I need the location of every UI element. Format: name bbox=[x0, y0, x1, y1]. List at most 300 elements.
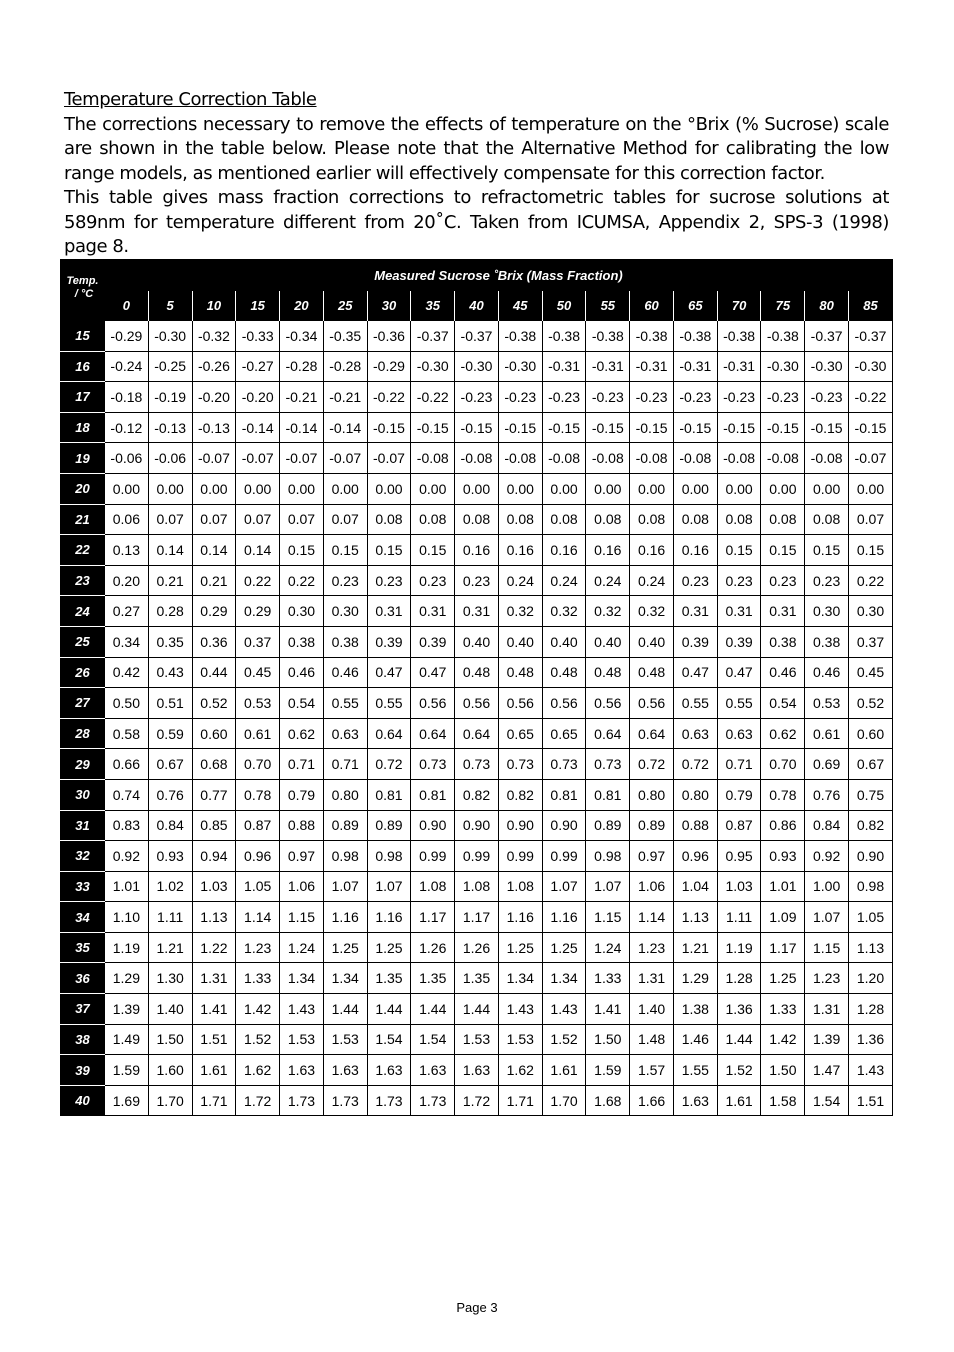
correction-value-cell: 1.16 bbox=[323, 902, 367, 933]
correction-value-cell: -0.08 bbox=[673, 443, 717, 474]
correction-value-cell: 1.44 bbox=[455, 994, 499, 1025]
correction-value-cell: -0.13 bbox=[192, 412, 236, 443]
correction-value-cell: 1.63 bbox=[673, 1085, 717, 1116]
correction-value-cell: -0.31 bbox=[542, 351, 586, 382]
correction-value-cell: 1.66 bbox=[630, 1085, 674, 1116]
correction-value-cell: 0.14 bbox=[148, 535, 192, 566]
correction-value-cell: 1.14 bbox=[630, 902, 674, 933]
row-temperature: 21 bbox=[61, 504, 105, 535]
correction-value-cell: 0.32 bbox=[586, 596, 630, 627]
correction-value-cell: 1.22 bbox=[192, 932, 236, 963]
correction-value-cell: 0.29 bbox=[236, 596, 280, 627]
page-number: Page 3 bbox=[456, 1300, 498, 1315]
table-row bbox=[61, 1055, 893, 1086]
correction-value-cell: 1.50 bbox=[586, 1024, 630, 1055]
brix-column-header: 75 bbox=[761, 291, 805, 321]
correction-value-cell: 1.13 bbox=[849, 932, 893, 963]
correction-value-cell: 1.23 bbox=[805, 963, 849, 994]
correction-value-cell: 1.43 bbox=[542, 994, 586, 1025]
correction-value-cell: 0.07 bbox=[192, 504, 236, 535]
correction-value-cell: 0.24 bbox=[542, 565, 586, 596]
correction-value-cell: 1.31 bbox=[805, 994, 849, 1025]
correction-value-cell: 0.96 bbox=[236, 841, 280, 872]
correction-value-cell: 0.15 bbox=[323, 535, 367, 566]
brix-column-header: 0 bbox=[105, 291, 149, 321]
correction-value-cell: 0.23 bbox=[805, 565, 849, 596]
row-temperature: 15 bbox=[61, 321, 105, 352]
correction-value-cell: 1.24 bbox=[586, 932, 630, 963]
correction-value-cell: 1.14 bbox=[236, 902, 280, 933]
correction-value-cell: 0.97 bbox=[280, 841, 324, 872]
correction-value-cell: 0.74 bbox=[105, 779, 149, 810]
correction-value-cell: 0.15 bbox=[280, 535, 324, 566]
correction-value-cell: 0.00 bbox=[542, 473, 586, 504]
correction-value-cell: 0.90 bbox=[498, 810, 542, 841]
correction-value-cell: 0.00 bbox=[717, 473, 761, 504]
correction-value-cell: 1.19 bbox=[717, 932, 761, 963]
correction-value-cell: 1.11 bbox=[148, 902, 192, 933]
correction-value-cell: 1.17 bbox=[761, 932, 805, 963]
correction-value-cell: 1.62 bbox=[236, 1055, 280, 1086]
correction-value-cell: -0.30 bbox=[849, 351, 893, 382]
correction-value-cell: 0.00 bbox=[498, 473, 542, 504]
correction-value-cell: 1.70 bbox=[542, 1085, 586, 1116]
correction-value-cell: 0.63 bbox=[323, 718, 367, 749]
correction-value-cell: -0.23 bbox=[586, 382, 630, 413]
correction-value-cell: 1.34 bbox=[498, 963, 542, 994]
correction-value-cell: -0.15 bbox=[542, 412, 586, 443]
correction-value-cell: 0.88 bbox=[280, 810, 324, 841]
correction-value-cell: 1.54 bbox=[805, 1085, 849, 1116]
correction-value-cell: 1.08 bbox=[498, 871, 542, 902]
table-row bbox=[61, 841, 893, 872]
correction-value-cell: 0.14 bbox=[192, 535, 236, 566]
correction-value-cell: 1.33 bbox=[586, 963, 630, 994]
correction-value-cell: 0.08 bbox=[455, 504, 499, 535]
correction-value-cell: 0.64 bbox=[586, 718, 630, 749]
correction-value-cell: 0.84 bbox=[805, 810, 849, 841]
correction-value-cell: 0.40 bbox=[542, 626, 586, 657]
correction-value-cell: 0.90 bbox=[411, 810, 455, 841]
correction-value-cell: 1.34 bbox=[323, 963, 367, 994]
correction-value-cell: 1.15 bbox=[586, 902, 630, 933]
row-temperature: 25 bbox=[61, 626, 105, 657]
correction-value-cell: 0.56 bbox=[586, 688, 630, 719]
correction-value-cell: 1.26 bbox=[455, 932, 499, 963]
table-row bbox=[61, 718, 893, 749]
correction-value-cell: 0.54 bbox=[761, 688, 805, 719]
table-row bbox=[61, 443, 893, 474]
correction-value-cell: 0.48 bbox=[455, 657, 499, 688]
correction-value-cell: 0.00 bbox=[630, 473, 674, 504]
correction-value-cell: 1.05 bbox=[236, 871, 280, 902]
correction-value-cell: 0.44 bbox=[192, 657, 236, 688]
correction-value-cell: 0.39 bbox=[717, 626, 761, 657]
correction-value-cell: 1.36 bbox=[849, 1024, 893, 1055]
table-row bbox=[61, 779, 893, 810]
correction-value-cell: 1.15 bbox=[805, 932, 849, 963]
table-row bbox=[61, 1085, 893, 1116]
correction-value-cell: 0.53 bbox=[236, 688, 280, 719]
correction-value-cell: 1.25 bbox=[498, 932, 542, 963]
correction-value-cell: 1.73 bbox=[323, 1085, 367, 1116]
correction-value-cell: -0.22 bbox=[411, 382, 455, 413]
correction-value-cell: 0.07 bbox=[323, 504, 367, 535]
row-temperature: 22 bbox=[61, 535, 105, 566]
correction-value-cell: 1.53 bbox=[498, 1024, 542, 1055]
correction-value-cell: 0.53 bbox=[805, 688, 849, 719]
correction-value-cell: -0.36 bbox=[367, 321, 411, 352]
correction-value-cell: 0.31 bbox=[717, 596, 761, 627]
correction-value-cell: -0.15 bbox=[849, 412, 893, 443]
brix-column-header: 20 bbox=[280, 291, 324, 321]
correction-value-cell: 0.66 bbox=[105, 749, 149, 780]
correction-value-cell: 0.08 bbox=[367, 504, 411, 535]
correction-value-cell: 0.72 bbox=[673, 749, 717, 780]
correction-value-cell: -0.38 bbox=[586, 321, 630, 352]
correction-value-cell: -0.30 bbox=[455, 351, 499, 382]
table-row bbox=[61, 932, 893, 963]
correction-value-cell: 0.98 bbox=[323, 841, 367, 872]
correction-value-cell: 1.61 bbox=[192, 1055, 236, 1086]
correction-value-cell: 1.43 bbox=[849, 1055, 893, 1086]
correction-value-cell: 1.59 bbox=[105, 1055, 149, 1086]
correction-value-cell: 1.53 bbox=[455, 1024, 499, 1055]
correction-value-cell: 0.89 bbox=[323, 810, 367, 841]
correction-value-cell: -0.07 bbox=[367, 443, 411, 474]
correction-value-cell: 1.71 bbox=[498, 1085, 542, 1116]
correction-value-cell: -0.29 bbox=[105, 321, 149, 352]
correction-value-cell: -0.15 bbox=[673, 412, 717, 443]
correction-value-cell: -0.37 bbox=[411, 321, 455, 352]
correction-value-cell: 0.96 bbox=[673, 841, 717, 872]
correction-value-cell: 1.59 bbox=[586, 1055, 630, 1086]
correction-value-cell: 0.99 bbox=[542, 841, 586, 872]
correction-value-cell: 1.63 bbox=[323, 1055, 367, 1086]
row-temperature: 17 bbox=[61, 382, 105, 413]
correction-value-cell: 0.60 bbox=[849, 718, 893, 749]
correction-value-cell: -0.37 bbox=[849, 321, 893, 352]
correction-value-cell: 0.67 bbox=[148, 749, 192, 780]
row-temperature: 40 bbox=[61, 1085, 105, 1116]
correction-value-cell: 0.72 bbox=[630, 749, 674, 780]
correction-value-cell: -0.07 bbox=[236, 443, 280, 474]
correction-value-cell: 0.46 bbox=[761, 657, 805, 688]
correction-value-cell: 0.08 bbox=[630, 504, 674, 535]
correction-value-cell: 0.56 bbox=[498, 688, 542, 719]
correction-value-cell: 0.38 bbox=[323, 626, 367, 657]
correction-value-cell: 0.78 bbox=[761, 779, 805, 810]
correction-value-cell: 1.46 bbox=[673, 1024, 717, 1055]
correction-value-cell: 1.50 bbox=[148, 1024, 192, 1055]
correction-value-cell: 0.55 bbox=[367, 688, 411, 719]
table-row bbox=[61, 1024, 893, 1055]
correction-value-cell: 0.79 bbox=[280, 779, 324, 810]
correction-value-cell: 0.00 bbox=[148, 473, 192, 504]
correction-value-cell: -0.31 bbox=[717, 351, 761, 382]
row-temperature: 36 bbox=[61, 963, 105, 994]
correction-value-cell: 1.07 bbox=[586, 871, 630, 902]
correction-value-cell: 1.02 bbox=[148, 871, 192, 902]
correction-value-cell: -0.37 bbox=[805, 321, 849, 352]
row-temperature: 33 bbox=[61, 871, 105, 902]
brix-column-header: 15 bbox=[236, 291, 280, 321]
table-row bbox=[61, 535, 893, 566]
correction-value-cell: 1.72 bbox=[455, 1085, 499, 1116]
table-row bbox=[61, 412, 893, 443]
correction-value-cell: 1.26 bbox=[411, 932, 455, 963]
correction-value-cell: 0.65 bbox=[498, 718, 542, 749]
correction-value-cell: 0.22 bbox=[280, 565, 324, 596]
correction-value-cell: 0.75 bbox=[849, 779, 893, 810]
correction-value-cell: 0.62 bbox=[761, 718, 805, 749]
correction-value-cell: -0.06 bbox=[148, 443, 192, 474]
correction-value-cell: -0.18 bbox=[105, 382, 149, 413]
correction-value-cell: 1.07 bbox=[805, 902, 849, 933]
correction-value-cell: 0.60 bbox=[192, 718, 236, 749]
correction-value-cell: 0.65 bbox=[542, 718, 586, 749]
correction-value-cell: 1.11 bbox=[717, 902, 761, 933]
correction-value-cell: 1.21 bbox=[673, 932, 717, 963]
correction-value-cell: 0.56 bbox=[411, 688, 455, 719]
correction-value-cell: 1.35 bbox=[455, 963, 499, 994]
correction-value-cell: 0.47 bbox=[673, 657, 717, 688]
correction-value-cell: 0.70 bbox=[761, 749, 805, 780]
brix-column-header: 25 bbox=[323, 291, 367, 321]
correction-value-cell: -0.15 bbox=[805, 412, 849, 443]
correction-value-cell: -0.08 bbox=[411, 443, 455, 474]
correction-value-cell: 1.08 bbox=[455, 871, 499, 902]
correction-value-cell: 0.39 bbox=[367, 626, 411, 657]
correction-value-cell: 0.76 bbox=[805, 779, 849, 810]
correction-value-cell: 0.22 bbox=[236, 565, 280, 596]
correction-value-cell: -0.15 bbox=[411, 412, 455, 443]
correction-value-cell: 1.06 bbox=[630, 871, 674, 902]
correction-value-cell: 0.32 bbox=[498, 596, 542, 627]
brix-column-header: 10 bbox=[192, 291, 236, 321]
correction-value-cell: 1.54 bbox=[367, 1024, 411, 1055]
correction-value-cell: 1.29 bbox=[105, 963, 149, 994]
correction-value-cell: 1.06 bbox=[280, 871, 324, 902]
correction-value-cell: 1.38 bbox=[673, 994, 717, 1025]
correction-value-cell: 0.40 bbox=[455, 626, 499, 657]
correction-value-cell: -0.08 bbox=[761, 443, 805, 474]
correction-value-cell: 1.07 bbox=[542, 871, 586, 902]
correction-value-cell: 1.52 bbox=[236, 1024, 280, 1055]
correction-value-cell: 0.31 bbox=[761, 596, 805, 627]
correction-value-cell: 0.00 bbox=[673, 473, 717, 504]
correction-value-cell: 1.73 bbox=[280, 1085, 324, 1116]
correction-value-cell: 1.28 bbox=[849, 994, 893, 1025]
table-row bbox=[61, 473, 893, 504]
correction-value-cell: 0.46 bbox=[805, 657, 849, 688]
table-row bbox=[61, 749, 893, 780]
table-row bbox=[61, 994, 893, 1025]
correction-value-cell: 1.04 bbox=[673, 871, 717, 902]
correction-value-cell: 1.60 bbox=[148, 1055, 192, 1086]
correction-value-cell: 0.86 bbox=[761, 810, 805, 841]
correction-value-cell: 1.34 bbox=[542, 963, 586, 994]
correction-value-cell: 1.09 bbox=[761, 902, 805, 933]
correction-value-cell: 0.07 bbox=[148, 504, 192, 535]
correction-value-cell: 0.83 bbox=[105, 810, 149, 841]
correction-value-cell: -0.15 bbox=[367, 412, 411, 443]
correction-value-cell: 1.07 bbox=[367, 871, 411, 902]
row-temperature: 35 bbox=[61, 932, 105, 963]
table-row bbox=[61, 657, 893, 688]
correction-value-cell: 0.31 bbox=[411, 596, 455, 627]
correction-value-cell: 0.81 bbox=[411, 779, 455, 810]
correction-value-cell: 0.42 bbox=[105, 657, 149, 688]
correction-value-cell: 0.89 bbox=[367, 810, 411, 841]
brix-column-header: 80 bbox=[805, 291, 849, 321]
correction-value-cell: 0.61 bbox=[236, 718, 280, 749]
correction-value-cell: 0.71 bbox=[280, 749, 324, 780]
correction-value-cell: 0.08 bbox=[498, 504, 542, 535]
correction-value-cell: 1.51 bbox=[192, 1024, 236, 1055]
correction-value-cell: -0.38 bbox=[717, 321, 761, 352]
correction-value-cell: -0.23 bbox=[805, 382, 849, 413]
correction-value-cell: 0.00 bbox=[105, 473, 149, 504]
correction-value-cell: 0.24 bbox=[498, 565, 542, 596]
correction-value-cell: 0.30 bbox=[323, 596, 367, 627]
table-body bbox=[61, 321, 893, 1116]
correction-value-cell: 0.32 bbox=[630, 596, 674, 627]
correction-value-cell: 1.49 bbox=[105, 1024, 149, 1055]
correction-value-cell: 0.77 bbox=[192, 779, 236, 810]
row-temperature: 37 bbox=[61, 994, 105, 1025]
correction-value-cell: 0.45 bbox=[236, 657, 280, 688]
brix-column-header: 35 bbox=[411, 291, 455, 321]
correction-value-cell: 0.38 bbox=[761, 626, 805, 657]
section-heading: Temperature Correction Table bbox=[64, 89, 317, 110]
correction-value-cell: 1.28 bbox=[717, 963, 761, 994]
row-temperature: 19 bbox=[61, 443, 105, 474]
correction-value-cell: 0.00 bbox=[455, 473, 499, 504]
correction-value-cell: 0.80 bbox=[630, 779, 674, 810]
correction-value-cell: 1.19 bbox=[105, 932, 149, 963]
correction-value-cell: 1.10 bbox=[105, 902, 149, 933]
correction-value-cell: -0.35 bbox=[323, 321, 367, 352]
correction-value-cell: 0.51 bbox=[148, 688, 192, 719]
correction-value-cell: -0.23 bbox=[717, 382, 761, 413]
correction-value-cell: 1.16 bbox=[498, 902, 542, 933]
correction-value-cell: 0.90 bbox=[542, 810, 586, 841]
correction-value-cell: 0.56 bbox=[455, 688, 499, 719]
row-temperature: 39 bbox=[61, 1055, 105, 1086]
correction-value-cell: -0.08 bbox=[498, 443, 542, 474]
correction-value-cell: -0.12 bbox=[105, 412, 149, 443]
brix-column-header: 85 bbox=[849, 291, 893, 321]
correction-value-cell: 0.94 bbox=[192, 841, 236, 872]
correction-value-cell: -0.08 bbox=[717, 443, 761, 474]
correction-value-cell: 0.15 bbox=[805, 535, 849, 566]
correction-value-cell: 0.71 bbox=[323, 749, 367, 780]
correction-value-cell: 0.80 bbox=[323, 779, 367, 810]
correction-value-cell: -0.28 bbox=[280, 351, 324, 382]
correction-value-cell: 0.34 bbox=[105, 626, 149, 657]
row-temperature: 16 bbox=[61, 351, 105, 382]
correction-value-cell: 1.57 bbox=[630, 1055, 674, 1086]
correction-value-cell: 0.43 bbox=[148, 657, 192, 688]
correction-value-cell: 0.15 bbox=[849, 535, 893, 566]
correction-value-cell: 0.50 bbox=[105, 688, 149, 719]
temperature-correction-table bbox=[60, 259, 893, 1116]
correction-value-cell: 0.64 bbox=[455, 718, 499, 749]
correction-value-cell: 0.92 bbox=[805, 841, 849, 872]
correction-value-cell: 0.58 bbox=[105, 718, 149, 749]
correction-value-cell: 0.23 bbox=[455, 565, 499, 596]
correction-value-cell: 0.78 bbox=[236, 779, 280, 810]
correction-value-cell: 0.64 bbox=[411, 718, 455, 749]
correction-value-cell: 1.53 bbox=[323, 1024, 367, 1055]
temp-column-header bbox=[61, 260, 105, 321]
correction-value-cell: 0.80 bbox=[673, 779, 717, 810]
correction-value-cell: -0.38 bbox=[498, 321, 542, 352]
correction-value-cell: 0.32 bbox=[542, 596, 586, 627]
correction-value-cell: 0.29 bbox=[192, 596, 236, 627]
correction-value-cell: 0.92 bbox=[105, 841, 149, 872]
correction-value-cell: 0.00 bbox=[586, 473, 630, 504]
correction-value-cell: 0.15 bbox=[367, 535, 411, 566]
correction-value-cell: 0.30 bbox=[280, 596, 324, 627]
correction-value-cell: 1.34 bbox=[280, 963, 324, 994]
correction-value-cell: 0.73 bbox=[586, 749, 630, 780]
correction-value-cell: 0.55 bbox=[323, 688, 367, 719]
row-temperature: 34 bbox=[61, 902, 105, 933]
correction-value-cell: 1.25 bbox=[323, 932, 367, 963]
correction-value-cell: -0.25 bbox=[148, 351, 192, 382]
correction-value-cell: 0.64 bbox=[630, 718, 674, 749]
correction-value-cell: 0.98 bbox=[586, 841, 630, 872]
row-temperature: 31 bbox=[61, 810, 105, 841]
table-row bbox=[61, 902, 893, 933]
correction-value-cell: 1.52 bbox=[542, 1024, 586, 1055]
correction-value-cell: 1.24 bbox=[280, 932, 324, 963]
correction-value-cell: 1.16 bbox=[542, 902, 586, 933]
correction-value-cell: 1.42 bbox=[236, 994, 280, 1025]
correction-value-cell: 1.61 bbox=[542, 1055, 586, 1086]
correction-value-cell: 0.08 bbox=[542, 504, 586, 535]
row-temperature: 29 bbox=[61, 749, 105, 780]
correction-value-cell: 0.23 bbox=[411, 565, 455, 596]
table-row bbox=[61, 626, 893, 657]
correction-value-cell: -0.15 bbox=[586, 412, 630, 443]
table-row bbox=[61, 351, 893, 382]
correction-value-cell: -0.07 bbox=[192, 443, 236, 474]
correction-value-cell: -0.30 bbox=[805, 351, 849, 382]
correction-value-cell: 0.52 bbox=[192, 688, 236, 719]
correction-value-cell: 1.15 bbox=[280, 902, 324, 933]
row-temperature: 38 bbox=[61, 1024, 105, 1055]
correction-value-cell: 0.07 bbox=[849, 504, 893, 535]
correction-value-cell: -0.14 bbox=[323, 412, 367, 443]
correction-value-cell: 1.13 bbox=[192, 902, 236, 933]
row-temperature: 32 bbox=[61, 841, 105, 872]
correction-value-cell: 1.01 bbox=[105, 871, 149, 902]
correction-value-cell: -0.23 bbox=[673, 382, 717, 413]
correction-value-cell: -0.33 bbox=[236, 321, 280, 352]
correction-value-cell: 0.38 bbox=[280, 626, 324, 657]
correction-value-cell: 1.43 bbox=[280, 994, 324, 1025]
correction-value-cell: 1.44 bbox=[411, 994, 455, 1025]
correction-value-cell: 0.00 bbox=[323, 473, 367, 504]
correction-value-cell: 0.81 bbox=[367, 779, 411, 810]
correction-value-cell: 0.62 bbox=[280, 718, 324, 749]
brix-column-header: 5 bbox=[148, 291, 192, 321]
correction-value-cell: 1.68 bbox=[586, 1085, 630, 1116]
brix-column-header: 60 bbox=[630, 291, 674, 321]
